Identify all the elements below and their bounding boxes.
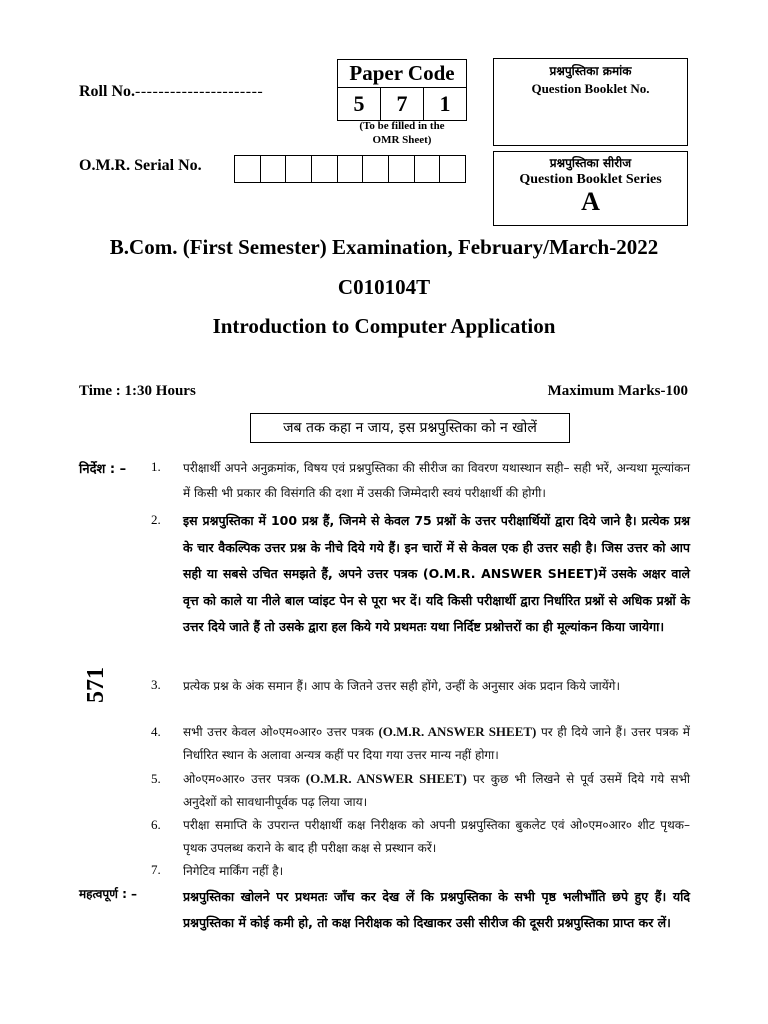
booklet-number-label-hindi: प्रश्नपुस्तिका क्रमांक bbox=[549, 64, 632, 78]
roll-number-field bbox=[79, 83, 263, 101]
instruction-number: 3. bbox=[151, 677, 161, 692]
instructions-label: निर्देश : – bbox=[79, 462, 127, 477]
instruction-text: परीक्षा समाप्ति के उपरान्त परीक्षार्थी कक्ष निरीक्षक को अपनी प्रश्नपुस्तिका बुकलेट एवं ओ०एम०आर० शीट पृथक–पृथक उपलब्ध कराने के बाद ही परीक्षा कक्ष से प्रस्थान करें। bbox=[183, 818, 690, 855]
paper-code-note-line-2: OMR Sheet) bbox=[372, 134, 432, 146]
instruction-text: प्रत्येक प्रश्न के अंक समान हैं। आप के जितने उत्तर सही होंगे, उन्हीं के अनुसार अंक प्रदान किये जायेंगे। bbox=[183, 679, 620, 693]
exam-title: B.Com. (First Semester) Examination, February/March-2022 bbox=[109, 235, 659, 259]
omr-answer-sheet-term: (O.M.R. ANSWER SHEET) bbox=[305, 771, 467, 786]
instruction-number: 7. bbox=[151, 862, 161, 877]
omr-serial-digit-box[interactable] bbox=[415, 156, 441, 182]
instruction-number: 1. bbox=[151, 459, 161, 474]
instruction-text bbox=[183, 767, 690, 814]
omr-serial-boxes[interactable] bbox=[234, 155, 466, 183]
important-label: महत्वपूर्ण : – bbox=[79, 887, 138, 901]
roll-number-line: ---------------------- bbox=[135, 83, 264, 100]
omr-serial-digit-box[interactable] bbox=[440, 156, 465, 182]
paper-code-note-line-1: (To be filled in the bbox=[359, 120, 445, 132]
subject-title: Introduction to Computer Application bbox=[212, 314, 556, 338]
instruction-text: परीक्षार्थी अपने अनुक्रमांक, विषय एवं प्रश्नपुस्तिका की सीरीज का विवरण यथास्थान सही– सही भरें, अन्यथा मूल्यांकन में किसी भी प्रकार की विसंगति की दशा में उसकी जिम्मेदारी स्वयं परीक्षार्थी की होगी। bbox=[183, 461, 690, 500]
instruction-number: 2. bbox=[151, 512, 161, 527]
omr-serial-digit-box[interactable] bbox=[261, 156, 287, 182]
omr-serial-digit-box[interactable] bbox=[286, 156, 312, 182]
paper-code-digit: 7 bbox=[381, 88, 424, 120]
omr-serial-label: O.M.R. Serial No. bbox=[79, 157, 202, 174]
omr-serial-digit-box[interactable] bbox=[389, 156, 415, 182]
instruction-text bbox=[183, 720, 690, 767]
booklet-series-value: A bbox=[581, 187, 600, 216]
paper-code-title: Paper Code bbox=[338, 60, 466, 88]
omr-serial-digit-box[interactable] bbox=[235, 156, 261, 182]
omr-serial-digit-box[interactable] bbox=[338, 156, 364, 182]
side-paper-code: 571 bbox=[83, 667, 109, 703]
question-booklet-series-box bbox=[493, 151, 688, 226]
instruction-number: 5. bbox=[151, 771, 161, 786]
paper-code-note bbox=[337, 119, 467, 147]
instruction-number: 4. bbox=[151, 724, 161, 739]
exam-time: Time : 1:30 Hours bbox=[79, 383, 196, 399]
roll-number-label: Roll No. bbox=[79, 83, 135, 100]
omr-answer-sheet-term: (O.M.R. ANSWER SHEET) bbox=[378, 724, 537, 739]
instruction-text: इस प्रश्नपुस्तिका में 100 प्रश्न हैं, जिनमे से केवल 75 प्रश्नों के उत्तर परीक्षार्थियों द्वारा दिये जाने है। प्रत्येक प्रश्न के चार वैकल्पिक उत्तर प्रश्न के नीचे दिये गये हैं। इन चारों में से केवल एक ही उत्तर सही है। जिस उत्तर को आप सही या सबसे उचित समझते हैं, अपने उत्तर पत्रक (O.M.R. ANSWER SHEET)में उसके अक्षर वाले वृत्त को काले या नीले बाल प्वांइट पेन से पूरा भर दें। यदि किसी परीक्षार्थी द्वारा निर्धारित प्रश्नों से अधिक प्रश्नों के उत्तर दिये जाते हैं तो उसके द्वारा हल किये गये प्रथमतः यथा निर्दिष्ट प्रश्नोत्तरों का ही मूल्यांकन किया जायेगा। bbox=[183, 513, 690, 634]
do-not-open-warning: जब तक कहा न जाय, इस प्रश्नपुस्तिका को न खोलें bbox=[250, 413, 570, 443]
instruction-text-part: पर कुछ भी लिखने से पूर्व उसमें दिये गये सभी अनुदेशों को सावधानीपूर्वक पढ़ लिया जाय। bbox=[183, 772, 690, 809]
paper-code-digits bbox=[338, 88, 466, 120]
important-note: प्रश्नपुस्तिका खोलने पर प्रथमतः जाँच कर देख लें कि प्रश्नपुस्तिका के सभी पृष्ठ भलीभाँति छपे हुए हैं। यदि प्रश्नपुस्तिका में कोई कमी हो, तो कक्ष निरीक्षक को दिखाकर उसी सीरीज की दूसरी प्रश्नपुस्तिका प्राप्त कर लें। bbox=[183, 889, 690, 930]
booklet-series-label-hindi: प्रश्नपुस्तिका सीरीज bbox=[549, 156, 632, 170]
maximum-marks: Maximum Marks-100 bbox=[547, 383, 688, 399]
booklet-number-label: Question Booklet No. bbox=[531, 81, 650, 96]
course-code: C010104T bbox=[337, 275, 431, 299]
paper-code-digit: 5 bbox=[338, 88, 381, 120]
question-booklet-number-box[interactable] bbox=[493, 58, 688, 146]
instruction-text-part: सभी उत्तर केवल ओ०एम०आर० उत्तर पत्रक bbox=[183, 725, 379, 739]
paper-code-digit: 1 bbox=[439, 91, 451, 116]
omr-serial-digit-box[interactable] bbox=[312, 156, 338, 182]
booklet-series-label: Question Booklet Series bbox=[519, 172, 662, 187]
instruction-text-part: पर ही दिये जाने हैं। उत्तर पत्रक में निर्धारित स्थान के अलावा अन्यत्र कहीं पर दिया गया उत्तर मान्य नहीं होगा। bbox=[183, 725, 690, 762]
instruction-text-part: ओ०एम०आर० उत्तर पत्रक bbox=[183, 772, 306, 786]
paper-code-box bbox=[337, 59, 467, 121]
instruction-number: 6. bbox=[151, 817, 161, 832]
instruction-text: निगेटिव मार्किंग नहीं है। bbox=[183, 864, 284, 878]
omr-serial-digit-box[interactable] bbox=[363, 156, 389, 182]
